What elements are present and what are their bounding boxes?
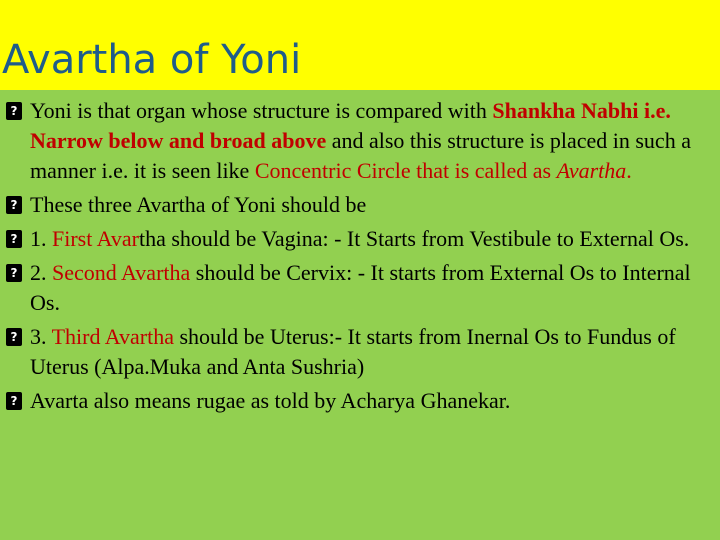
text-segment: should be Cervix: - It starts from External Os to Internal Os. bbox=[30, 260, 691, 315]
highlight-avartha: Avartha bbox=[556, 158, 627, 183]
text-segment: 2. bbox=[30, 260, 52, 285]
slide-content bbox=[6, 96, 712, 420]
text-segment: 3. bbox=[30, 324, 52, 349]
bullet-glyph-icon bbox=[6, 196, 22, 214]
bullet-glyph-icon bbox=[6, 264, 22, 282]
paragraph-rugae bbox=[6, 386, 712, 416]
text-segment: and also this structure is placed in such a manner i.e. it is seen like bbox=[30, 128, 691, 183]
paragraph-third-avartha bbox=[6, 322, 712, 382]
paragraph-yoni-structure bbox=[6, 96, 712, 186]
text-segment: . bbox=[626, 158, 632, 183]
paragraph-first-avartha bbox=[6, 224, 712, 254]
bullet-glyph-icon bbox=[6, 230, 22, 248]
text-segment: tha should be Vagina: - It Starts from Vestibule to External Os. bbox=[138, 226, 690, 251]
highlight-third-avartha: Third Avartha bbox=[51, 324, 174, 349]
paragraph-three-avartha bbox=[6, 190, 712, 220]
slide-title: Avartha of Yoni bbox=[2, 37, 302, 83]
text-segment: 1. bbox=[30, 226, 52, 251]
paragraph-second-avartha bbox=[6, 258, 712, 318]
text-segment: Yoni is that organ whose structure is compared with bbox=[30, 98, 493, 123]
highlight-concentric-circle: Concentric Circle that is called as bbox=[254, 158, 557, 183]
text-segment: should be Uterus:- It starts from Inernal Os to Fundus of Uterus (Alpa.Muka and Anta Sushria) bbox=[30, 324, 676, 379]
highlight-shankha-nabhi: Shankha Nabhi i.e. Narrow below and broad above bbox=[30, 98, 671, 153]
bullet-glyph-icon bbox=[6, 102, 22, 120]
highlight-second-avartha: Second Avartha bbox=[52, 260, 191, 285]
text-segment: Avarta also means rugae as told by Acharya Ghanekar. bbox=[30, 388, 511, 413]
highlight-first-avartha: First Avar bbox=[52, 226, 139, 251]
bullet-glyph-icon bbox=[6, 328, 22, 346]
bullet-glyph-icon bbox=[6, 392, 22, 410]
text-segment: These three Avartha of Yoni should be bbox=[30, 192, 367, 217]
